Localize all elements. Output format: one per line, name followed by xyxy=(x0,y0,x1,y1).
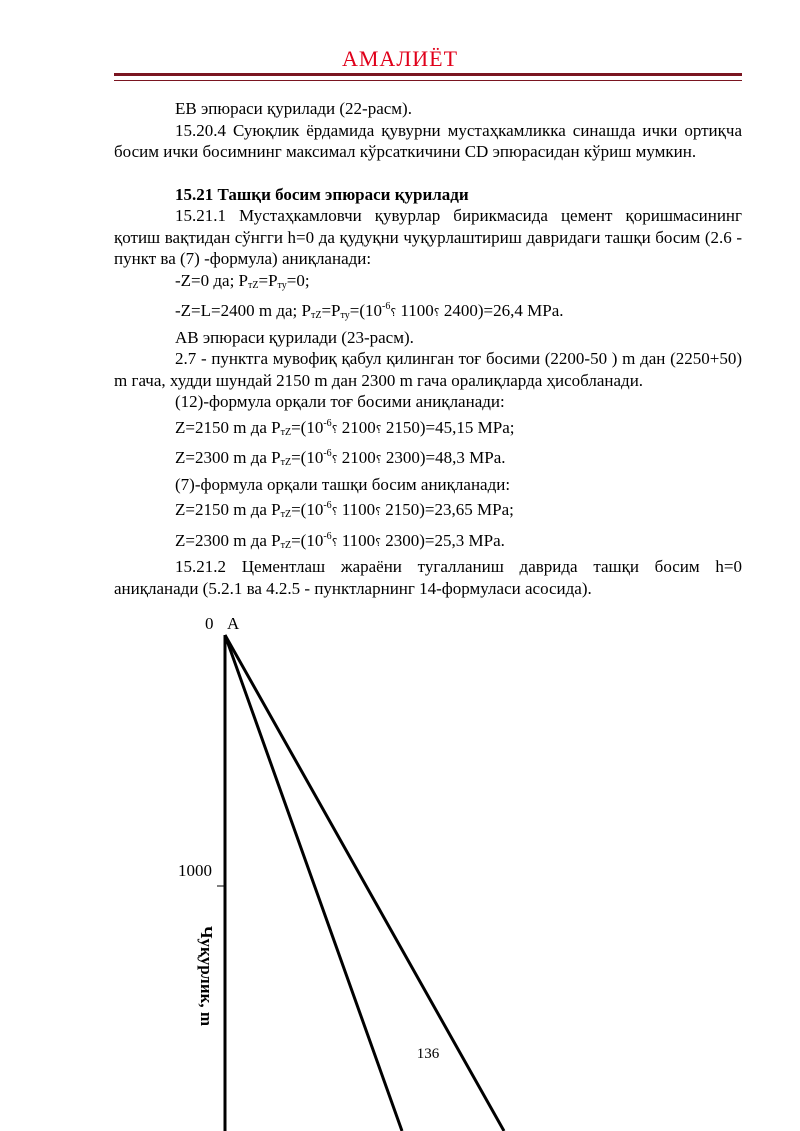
formula-line: Z=2300 m да $P_{тZ}=(10^{-6}⸮$ 1100⸮ 2300)=25,3 MPa. xyxy=(175,530,505,551)
paragraph: АВ эпюраси қурилади (23-расм). xyxy=(175,327,414,347)
document-body xyxy=(114,98,742,599)
header-rule xyxy=(114,73,742,81)
depth-tick-label: 1000 xyxy=(178,861,212,880)
page-header-title: АМАЛИЁТ xyxy=(341,46,459,71)
formula-line: Z=2300 m да $P_{тZ}=(10^{-6}⸮$ 2100⸮ 2300)=48,3 MPa. xyxy=(175,448,506,468)
page-number: 136 xyxy=(416,1046,440,1062)
formula-line: -Z=L=2400 m да; $P_{тZ}=P_{ту}=(10^{-6}⸮$ 1100⸮ 2400)=26,4 MPa. xyxy=(175,301,564,321)
origin-label: 0 xyxy=(205,614,214,633)
formula-line: Z=2150 m да $P_{тZ}=(10^{-6}⸮$ 2100⸮ 2150)=45,15 MPa; xyxy=(175,417,515,438)
paragraph: 15.20.4 Суюқлик ёрдамида қувурни мустаҳкамликка синашда ички ортиқча босим ички босимнинг максимал кўрсаткичини CD эпюрасидан кўриш мумкин. xyxy=(114,120,742,161)
paragraph: ЕВ эпюраси қурилади (22-расм). xyxy=(175,99,412,118)
formula-line: Z=2150 m да $P_{тZ}=(10^{-6}⸮$ 1100⸮ 2150)=23,65 MPa; xyxy=(175,500,514,520)
section-heading: 15.21 Ташқи босим эпюраси қурилади xyxy=(175,184,469,204)
paragraph: 15.21.1 Мустаҳкамловчи қувурлар бирикмасида цемент қоришмасининг қотиш вақтидан сўнгги h=0 да қудуқни чуқурлаштириш давридаги ташқи босим (2.6 - пункт ва (7) -формула) аниқланади: xyxy=(114,206,742,268)
paragraph: 15.21.2 Цементлаш жараёни тугалланиш даврида ташқи босим h=0 аниқланади (5.2.1 ва 4.2.5 - пунктларнинг 14-формуласи асосида). xyxy=(114,557,742,598)
point-a-label: A xyxy=(227,614,240,633)
depth-axis-title: Чуқурлик, m xyxy=(197,926,216,1027)
paragraph: (12)-формула орқали тоғ босими аниқланади: xyxy=(175,392,505,411)
paragraph: (7)-формула орқали ташқи босим аниқланади: xyxy=(175,474,511,494)
paragraph: 2.7 - пунктга мувофиқ қабул қилинган тоғ босими (2200-50 ) m дан (2250+50) m гача, худди шундай 2150 m дан 2300 m гача оралиқларда ҳисобланади. xyxy=(114,349,742,390)
formula-line: -Z=0 да; $P_{тZ}=P_{ту}=0$; xyxy=(175,270,310,291)
